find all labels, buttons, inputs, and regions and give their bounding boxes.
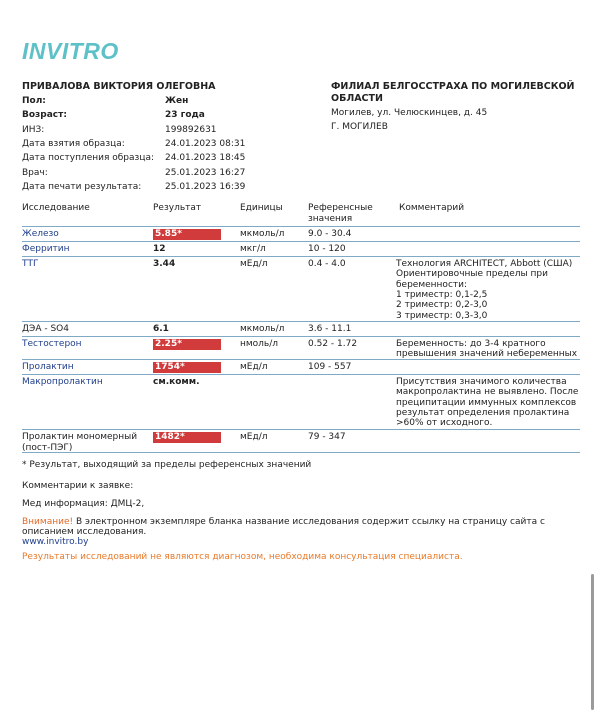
result-comment: Присутствия значимого количества макропролактина не выявлено. После преципитации иммунных комплексов результат определения пролактина >60% от исходного. — [396, 377, 579, 429]
result-units: мкмоль/л — [240, 324, 285, 334]
field-value: Жен — [165, 96, 189, 107]
out-of-range-note: * Результат, выходящий за пределы референсных значений — [22, 460, 312, 470]
field-label: Дата поступления образца: — [22, 153, 154, 164]
field-value: 24.01.2023 18:45 — [165, 153, 246, 164]
result-comment: Беременность: до 3-4 кратного превышения значений небеременных — [396, 339, 578, 360]
result-value: см.комм. — [153, 377, 200, 387]
patient-name: ПРИВАЛОВА ВИКТОРИЯ ОЛЕГОВНА — [22, 81, 216, 92]
header-reference: Референсные значения — [308, 203, 373, 224]
website-link[interactable]: www.invitro.by — [22, 537, 89, 547]
test-link-prolactin[interactable]: Пролактин — [22, 362, 74, 372]
med-info: Мед информация: ДМЦ-2, — [22, 499, 145, 509]
result-units: мкмоль/л — [240, 229, 285, 239]
patient-field-sex — [22, 94, 322, 108]
field-value: 23 года — [165, 110, 205, 121]
field-value: 199892631 — [165, 124, 217, 135]
attention-text: В электронном экземпляре бланка название исследования содержит ссылку на страницу сайта с описанием исследования. — [22, 517, 545, 538]
test-link-macroprolactin[interactable]: Макропролактин — [22, 377, 103, 387]
test-name-dhea: ДЭА - SO4 — [22, 324, 69, 334]
table-divider — [22, 241, 580, 242]
comments-label: Комментарии к заявке: — [22, 481, 134, 491]
test-link-iron[interactable]: Железо — [22, 229, 59, 239]
result-value: 12 — [153, 244, 166, 254]
scrollbar-thumb[interactable] — [591, 574, 594, 710]
header-units: Единицы — [240, 203, 283, 213]
result-reference: 79 - 347 — [308, 432, 346, 442]
test-name-monomeric-prolactin: Пролактин мономерный (пост-ПЭГ) — [22, 432, 138, 453]
branch-city: Г. МОГИЛЕВ — [331, 121, 388, 132]
result-units: нмоль/л — [240, 339, 279, 349]
result-reference: 3.6 - 11.1 — [308, 324, 352, 334]
disclaimer: Результаты исследований не являются диагнозом, необходима консультация специалиста. — [22, 552, 463, 562]
table-divider — [22, 256, 580, 257]
header-test: Исследование — [22, 203, 90, 213]
header-comment: Комментарий — [399, 203, 465, 213]
field-label: Дата взятия образца: — [22, 139, 125, 150]
result-flagged: 1754* — [153, 362, 221, 373]
field-label: Дата печати результата: — [22, 181, 142, 192]
result-units: мкг/л — [240, 244, 266, 254]
attention-label: Внимание! — [22, 517, 74, 527]
result-reference: 10 - 120 — [308, 244, 346, 254]
result-value: 3.44 — [153, 259, 176, 269]
table-divider — [22, 374, 580, 375]
table-divider — [22, 429, 580, 430]
result-units: мЕд/л — [240, 432, 268, 442]
test-link-testosterone[interactable]: Тестостерон — [22, 339, 82, 349]
field-value: 25.01.2023 16:39 — [165, 181, 246, 192]
result-units: мЕд/л — [240, 259, 268, 269]
field-label: Пол: — [22, 96, 46, 107]
header-result: Результат — [153, 203, 202, 213]
test-link-ferritin[interactable]: Ферритин — [22, 244, 70, 254]
patient-field-print-date — [22, 180, 322, 194]
result-reference: 0.4 - 4.0 — [308, 259, 346, 269]
table-divider — [22, 336, 580, 337]
field-label: Врач: — [22, 167, 48, 178]
patient-field-arrival-date — [22, 152, 322, 166]
patient-field-sample-date — [22, 137, 322, 151]
result-flagged: 5.85* — [153, 229, 221, 240]
branch-address: Могилев, ул. Челюскинцев, д. 45 — [331, 107, 488, 118]
test-link-tsh[interactable]: ТТГ — [22, 259, 39, 269]
patient-info — [22, 81, 322, 194]
result-flagged: 1482* — [153, 432, 221, 443]
branch-name: ФИЛИАЛ БЕЛГОССТРАХА ПО МОГИЛЕВСКОЙ ОБЛАСТИ — [331, 81, 575, 104]
table-divider — [22, 226, 580, 227]
results-table-header — [22, 203, 580, 225]
result-reference: 0.52 - 1.72 — [308, 339, 358, 349]
patient-field-inz — [22, 123, 322, 137]
field-label: ИНЗ: — [22, 124, 45, 135]
patient-field-doctor — [22, 166, 322, 180]
result-units: мЕд/л — [240, 362, 268, 372]
result-reference: 9.0 - 30.4 — [308, 229, 352, 239]
field-value: 25.01.2023 16:27 — [165, 167, 246, 178]
branch-info — [331, 81, 581, 132]
result-comment: Технология ARCHITECT, Abbott (США) Ориентировочные пределы при беременности: 1 триместр: 0,1-2,5 2 триместр: 0,2-3,0 3 триместр: 0,3-3,0 — [396, 259, 573, 321]
result-value: 6.1 — [153, 324, 169, 334]
result-flagged: 2.25* — [153, 339, 221, 350]
result-reference: 109 - 557 — [308, 362, 352, 372]
patient-field-age — [22, 109, 322, 123]
invitro-logo: INVITRO — [22, 38, 119, 64]
field-label: Возраст: — [22, 110, 67, 121]
attention-notice — [22, 517, 582, 538]
field-value: 24.01.2023 08:31 — [165, 139, 246, 150]
table-divider — [22, 321, 580, 322]
